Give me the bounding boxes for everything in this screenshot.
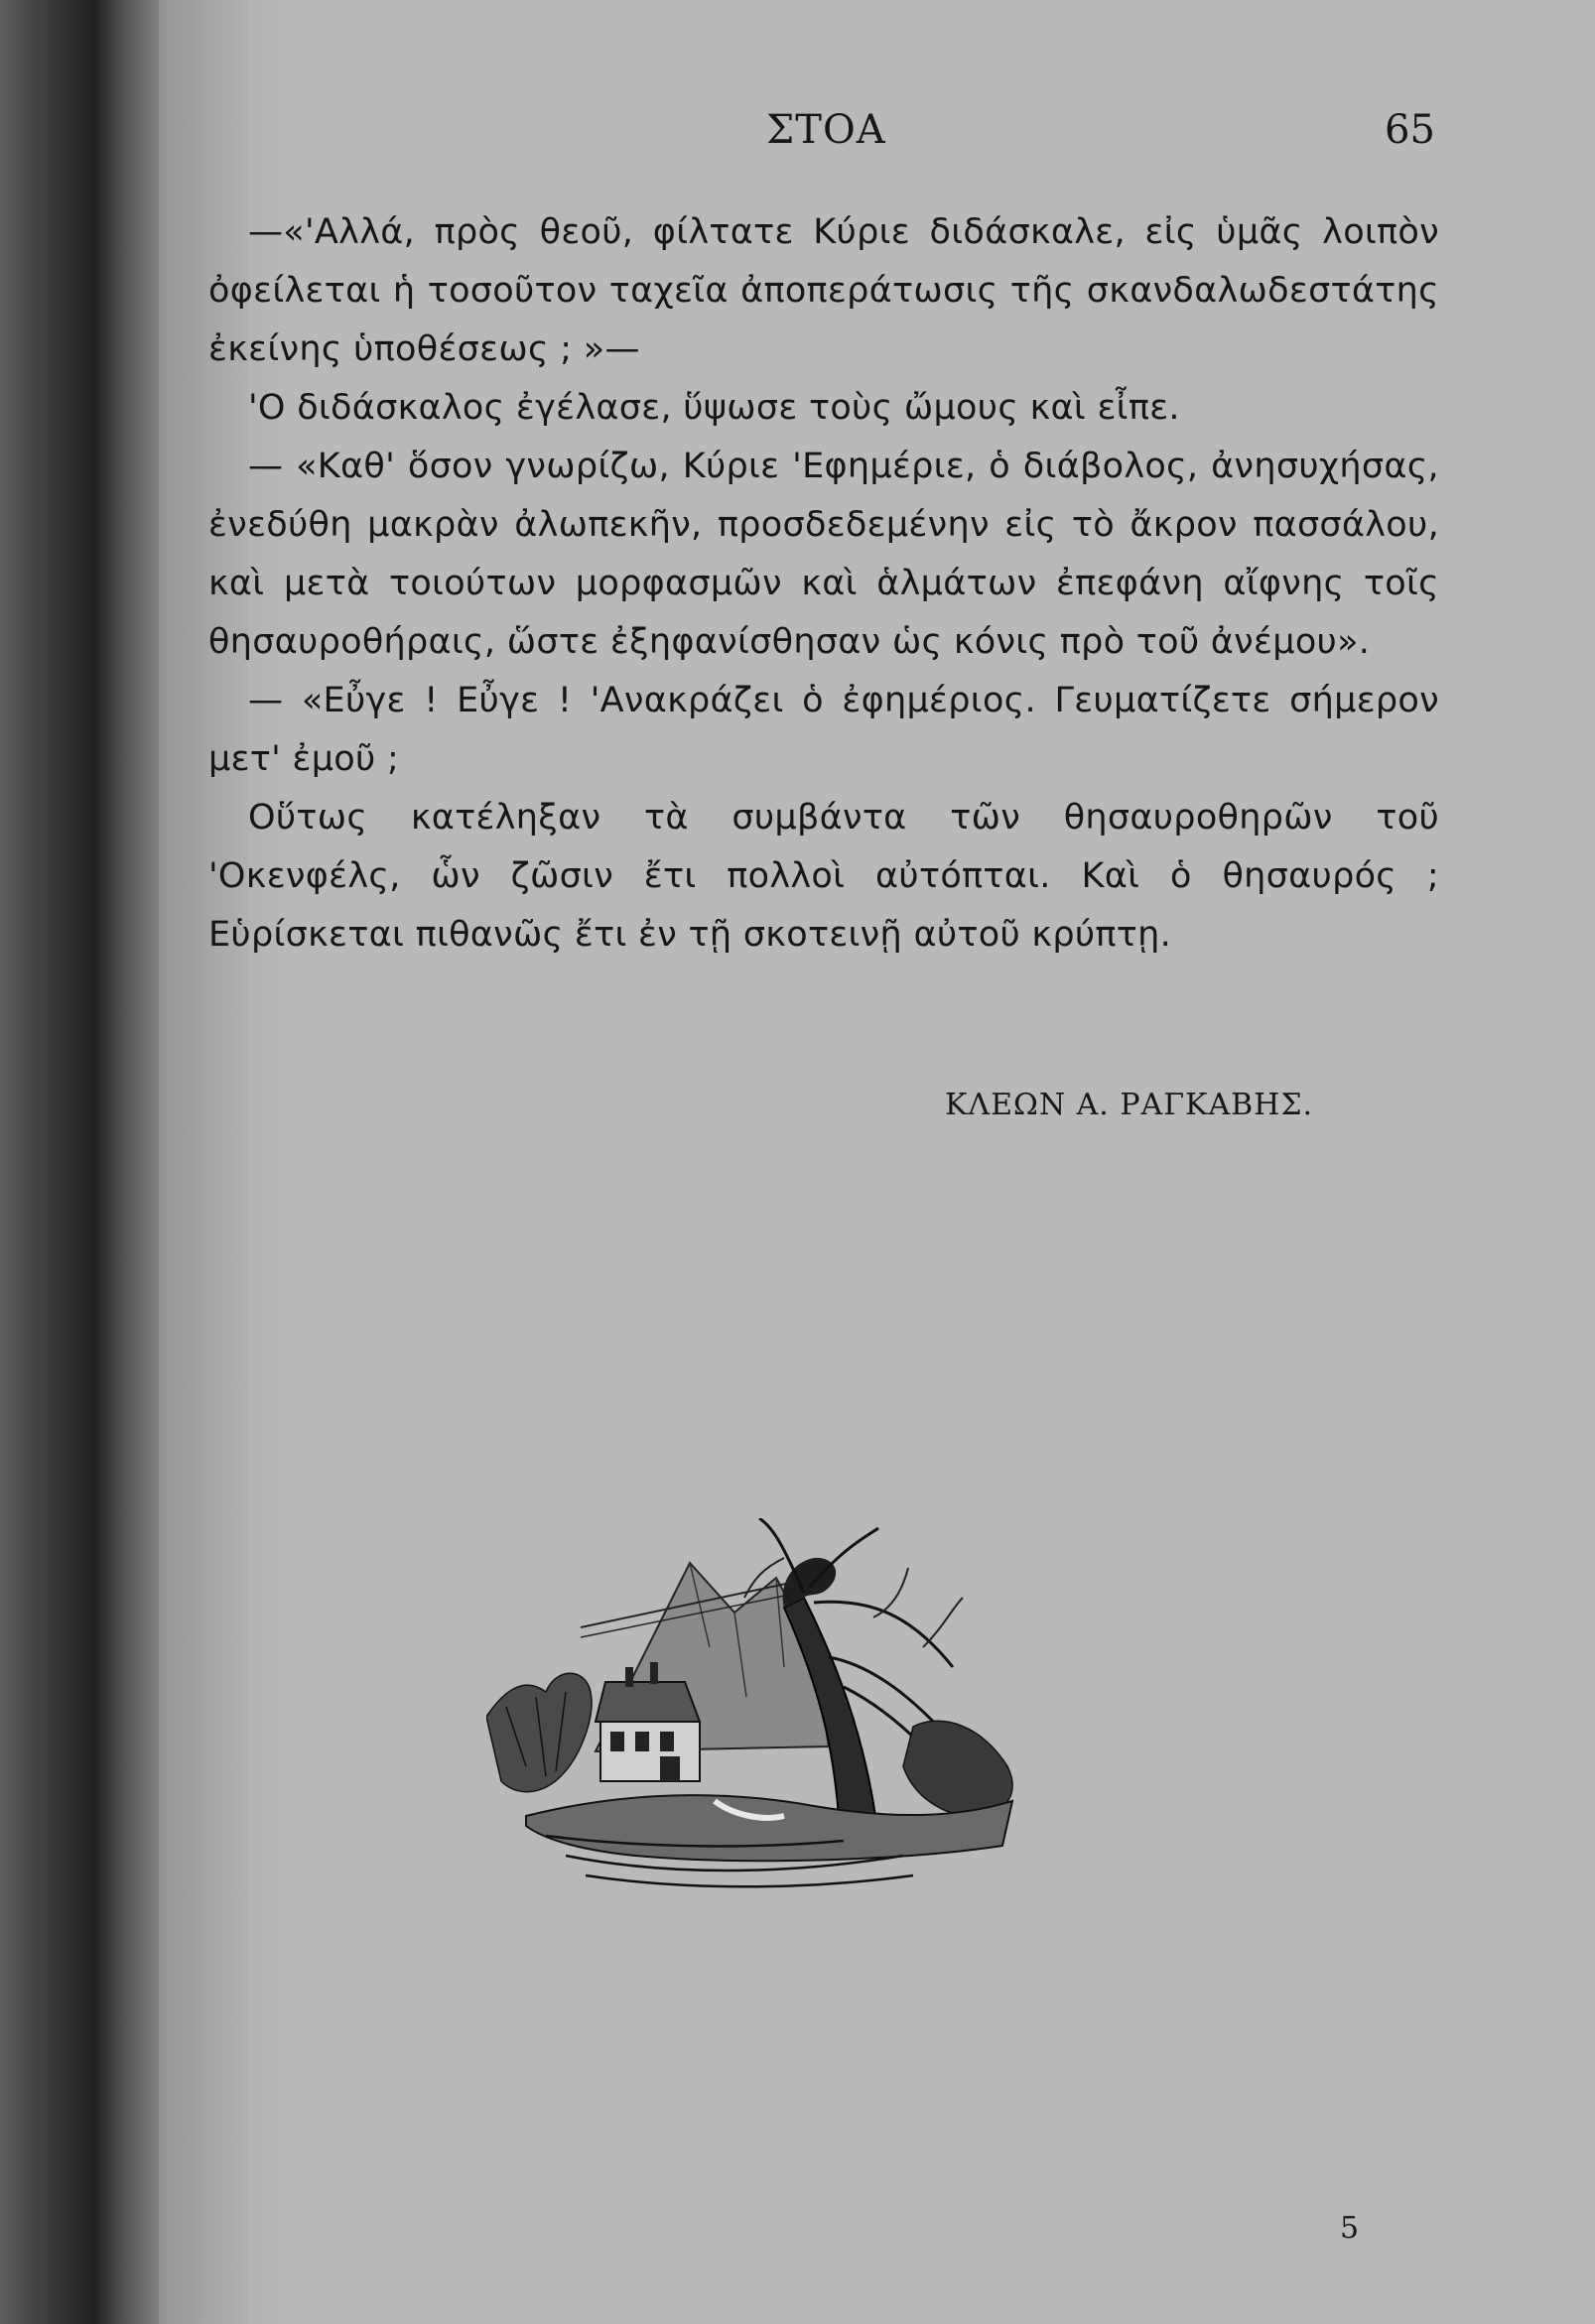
landscape-vignette-illustration [486,1518,1022,1905]
running-head: ΣΤΟΑ [766,107,886,153]
paragraph: 'Ο διδάσκαλος ἐγέλασε, ὕψωσε τοὺς ὤμους καὶ εἶπε. [248,388,1180,428]
paragraph: — «Καθ' ὅσον γνωρίζω, Κύριε 'Εφημέριε, ὁ διάβολος, ἀνησυχήσας, ἐνεδύθη μακρὰν ἀλωπεκῆν, προσδεδεμένην εἰς τὸ ἄκρον πασσάλου, καὶ μετὰ τοιούτων μορφασμῶν καὶ ἁλμάτων ἐπεφάνη αἴφνης τοῖς θησαυροθήραις, ὥστε ἐξηφανίσθησαν ὡς κόνις πρὸ τοῦ ἀνέμου». [208,447,1439,662]
book-page [159,0,1595,2324]
paragraph: — «Εὖγε ! Εὖγε ! 'Ανακράζει ὁ ἐφημέριος. Γευματίζετε σήμερον μετ' ἐμοῦ ; [208,681,1439,779]
page-number: 65 [1385,107,1435,153]
author-signature: ΚΛΕΩΝ Α. ΡΑΓΚΑΒΗΣ. [945,1088,1314,1122]
printer-signature-mark: 5 [1340,2211,1360,2246]
paragraph: Οὕτως κατέληξαν τὰ συμβάντα τῶν θησαυροθηρῶν τοῦ 'Οκενφέλς, ὧν ζῶσιν ἔτι πολλοὶ αὐτόπται. Καὶ ὁ θησαυρός ; Εὑρίσκεται πιθανῶς ἔτι ἐν τῇ σκοτεινῇ αὐτοῦ κρύπτῃ. [208,798,1439,955]
paragraph: —«'Αλλά, πρὸς θεοῦ, φίλτατε Κύριε διδάσκαλε, εἰς ὑμᾶς λοιπὸν ὀφείλεται ἡ τοσοῦτον ταχεῖα ἀποπεράτωσις τῆς σκανδαλωδεστάτης ἐκείνης ὑποθέσεως ; »— [208,212,1439,369]
page-header [159,107,1595,167]
body-text [208,203,1439,965]
